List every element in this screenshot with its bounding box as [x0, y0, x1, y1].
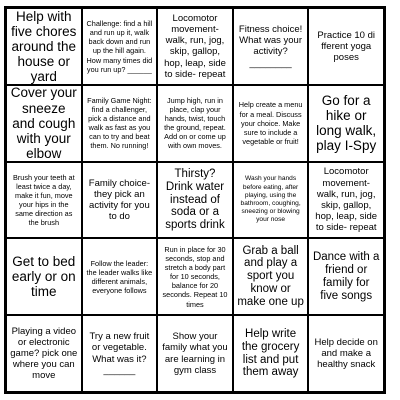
cell-text: Jump high, run in place, clap your hands, twist, touch the ground, repeat. Add on or come up with own moves. — [164, 95, 226, 151]
bingo-cell[interactable] — [82, 85, 158, 162]
cell-text: Dance with a friend or family for five songs — [312, 251, 380, 302]
cell-text: Playing a video or electronic game? pick one where you can move — [10, 325, 78, 382]
cell-text: Help decide on and make a healthy snack — [314, 336, 378, 371]
cell-text: Practice 10 di fferent yoga poses — [317, 29, 375, 63]
cell-text: Fitness choice! What was your activity? ________ — [238, 23, 303, 69]
bingo-cell[interactable] — [6, 162, 82, 239]
bingo-cell[interactable] — [157, 85, 233, 162]
cell-text: Show your family what you are learning in gym class — [162, 331, 228, 376]
cell-text: Wash your hands before eating, after playing, using the bathroom, coughing, sneezing or blowing your nose — [240, 175, 301, 224]
cell-text: Help write the grocery list and put them away — [241, 327, 300, 379]
bingo-cell[interactable] — [82, 315, 158, 392]
bingo-cell[interactable] — [308, 315, 384, 392]
cell-text: Try a new fruit or vegetable. What was it? ______ — [89, 331, 150, 376]
cell-text: Follow the leader: the leader walks like different animals, everyone follows — [86, 258, 153, 295]
bingo-cell[interactable] — [233, 85, 309, 162]
bingo-cell[interactable] — [308, 85, 384, 162]
bingo-cell[interactable] — [157, 8, 233, 85]
cell-text: Brush your teeth at least twice a day, make it fun, move your hips in the same direction as the brush — [12, 172, 75, 228]
bingo-cell[interactable] — [233, 315, 309, 392]
bingo-cell[interactable] — [233, 238, 309, 315]
cell-text: Help create a menu for a meal. Discuss your choice. Make sure to include a vegetable or fruit! — [238, 100, 303, 146]
bingo-board — [4, 6, 386, 394]
bingo-cell[interactable] — [233, 8, 309, 85]
bingo-cell[interactable] — [82, 238, 158, 315]
bingo-cell[interactable] — [82, 8, 158, 85]
cell-text: Help with five chores around the house or yard — [11, 8, 77, 85]
cell-text: Thirsty? Drink water instead of soda or a sports drink — [165, 167, 225, 232]
cell-text: Cover your sneeze and cough with your elbow — [10, 85, 77, 161]
cell-text: Run in place for 30 seconds, stop and stretch a body part for 10 seconds, balance for 20 seconds. Repeat 10 times — [162, 244, 228, 309]
bingo-cell[interactable] — [82, 162, 158, 239]
bingo-cell[interactable] — [157, 162, 233, 239]
cell-text: Locomotor movement- walk, run, jog, skip, gallop, hop, leap, side to side- repeat — [315, 166, 378, 234]
cell-text: Locomotor movement- walk, run, jog, skip, gallop, hop, leap, side to side- repeat — [164, 12, 226, 80]
bingo-cell[interactable] — [308, 8, 384, 85]
cell-text: Get to bed early or on time — [11, 254, 76, 300]
cell-text: Grab a ball and play a sport you know or make one up — [237, 244, 304, 309]
bingo-cell[interactable] — [157, 315, 233, 392]
bingo-cell[interactable] — [6, 315, 82, 392]
cell-text: Family Game Night: find a challenger, pick a distance and walk as fast as you can to try and beat them. No running! — [87, 95, 152, 151]
cell-text: Challenge: find a hill and run up it, walk back down and run up the hill again. How many times did you run up? ______ — [86, 19, 153, 74]
bingo-cell[interactable] — [308, 238, 384, 315]
bingo-cell[interactable] — [308, 162, 384, 239]
bingo-cell[interactable] — [6, 8, 82, 85]
cell-text: Go for a hike or long walk, play I-Spy — [316, 92, 377, 154]
bingo-cell[interactable] — [6, 85, 82, 162]
bingo-cell[interactable] — [233, 162, 309, 239]
cell-text: Family choice- they pick an activity for you to do — [88, 177, 151, 223]
bingo-cell[interactable] — [157, 238, 233, 315]
bingo-cell[interactable] — [6, 238, 82, 315]
